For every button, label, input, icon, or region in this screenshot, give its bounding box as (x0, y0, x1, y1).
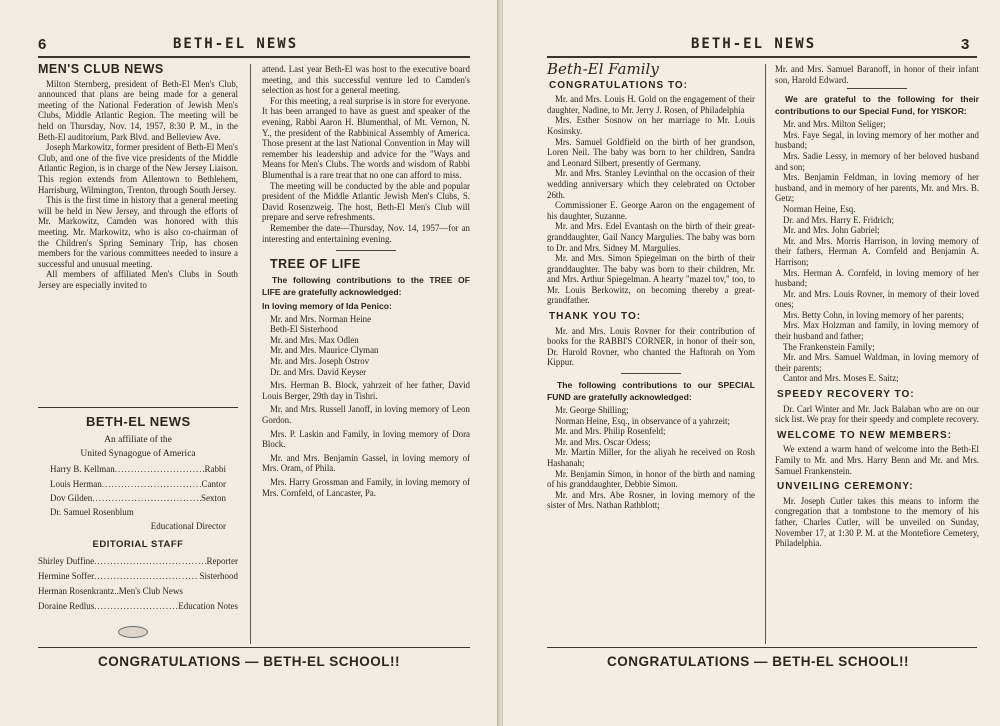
paragraph: Dr. and Mrs. Harry E. Fridrich; (783, 214, 894, 225)
footer-rule (38, 647, 470, 648)
right-page (503, 0, 1000, 726)
section-divider (621, 373, 681, 374)
paragraph: Mr. and Mrs. John Gabriel; (783, 225, 880, 236)
paragraph: The meeting will be conducted by the able and popular president of the Middle Atlantic Jewish Men's Clubs, S. David Rosenzweig. The host, Beth-El Men's Club will prepare and serve refreshments. (262, 180, 470, 223)
staff-row: Shirley Duffine ..... Reporter (38, 554, 238, 569)
section-divider (847, 88, 907, 89)
list-item: Mr. and Mrs. Joseph Ostrov (270, 356, 370, 367)
family-column (547, 60, 755, 511)
paragraph: Mr. and Mrs. Philip Rosenfeld; (555, 426, 666, 437)
affiliate-org: United Synagogue of America (80, 449, 196, 459)
paragraph: Mrs. Benjamin Feldman, in loving memory of her husband, and in memory of her parents, Mr. and Mrs. B. Getz; (775, 172, 979, 204)
paragraph: Mrs. P. Laskin and Family, in loving memory of Dora Block. (262, 428, 470, 450)
list-item: Mr. and Mrs. Max Odlen (270, 334, 359, 345)
mens-club-continued (262, 64, 470, 498)
masthead-rule (38, 407, 238, 408)
paragraph: Mr. and Mrs. Benjamin Gassel, in loving memory of Mrs. Oram, of Phila. (262, 452, 470, 474)
staff-row: Doraine Redlus ..... Education Notes (38, 599, 238, 614)
paragraph: Mrs. Esther Sosnow on her marriage to Mr. Louis Kosinsky. (547, 115, 755, 136)
paragraph: Mr. and Mrs. Samuel Baranoff, in honor of their infant son, Harold Edward. (775, 64, 979, 85)
clergy-row: Louis Herman ..... Cantor (50, 477, 226, 491)
paragraph: Mr. and Mrs. Milton Seliger; (783, 119, 886, 130)
header-rule (38, 56, 470, 58)
unveiling-title: UNVEILING CEREMONY: (777, 481, 914, 493)
paragraph: Mr. and Mrs. Louis Rovner, in memory of their loved ones; (775, 288, 979, 310)
tree-of-life-intro: The following contributions to the TREE OF LIFE are gratefully acknowledged: (262, 274, 470, 297)
paragraph: Mrs. Max Holzman and family, in loving memory of their husband and father; (775, 320, 979, 342)
yiskor-intro: We are grateful to the following for their contributions to our Special Fund, for YISKOR: (775, 94, 979, 117)
paragraph: Mr. Joseph Cutler takes this means to inform the congregation that a tombstone to the memory of his father, Charles Cutler, will be unveiled on Sunday, November 17, at 1:30 P. M. at the Montefiore Cemetery, Philadelphia. (775, 495, 979, 549)
yiskor-column (775, 64, 979, 549)
page-number: 3 (961, 36, 970, 53)
masthead-title: BETH-EL NEWS (86, 414, 191, 429)
paragraph: We extend a warm hand of welcome into the Beth-El Family to Mr. and Mrs. Harry Benn and Mr. and Mrs. Samuel Frankenstein. (775, 444, 979, 476)
paragraph: Mr. and Mrs. Simon Spiegelman on the birth of their granddaughter. The baby was born to their children, Mr. and Mrs. Arthur Spiegelman. A hearty "mazel tov," too, to Mr. Louis Berkowitz, on becoming thereby a great-grandfather. (547, 253, 755, 306)
paragraph: Mr. and Mrs. Oscar Odess; (555, 436, 651, 447)
masthead (38, 414, 238, 614)
column-divider (765, 64, 766, 644)
paragraph: Mr. and Mrs. Morris Harrison, in loving memory of their fathers, Herman A. Cornfeld and Benjamin A. Harrison; (775, 235, 979, 267)
paragraph: Mrs. Herman B. Block, yahrzeit of her father, David Louis Berger, 29th day in Tishri. (262, 380, 470, 401)
paragraph: Milton Sternberg, president of Beth-El Men's Club, announced that plans are being made for a general meeting of the National Federation of Jewish Men's Clubs, Middle Atlantic Region. The meeting will be held on Thursday, Nov. 14, 1957, 8:30 P. M., in the Beth-El auditorium, Park Blvd. and Belleview Ave. (38, 78, 238, 142)
paragraph: Mrs. Betty Cohn, in loving memory of her parents; (783, 309, 964, 320)
staff-row: Herman Rosenkrantz.. Men's Club News (38, 586, 183, 596)
list-item: Beth-El Sisterhood (270, 324, 338, 335)
paragraph: Mr. Martin Miller, for the aliyah he received on Rosh Hashanah; (547, 447, 755, 468)
paragraph: The Frankenstein Family; (783, 341, 875, 352)
footer-banner: CONGRATULATIONS — BETH-EL SCHOOL!! (98, 654, 400, 669)
footer-rule (547, 647, 977, 648)
header-rule (547, 56, 977, 58)
section-divider (336, 250, 396, 251)
paragraph: Commissioner E. George Aaron on the engagement of his daughter, Suzanne. (547, 200, 755, 221)
affiliate-line: An affiliate of the (104, 435, 172, 445)
tree-of-life-title: TREE OF LIFE (270, 257, 361, 272)
paragraph: Norman Heine, Esq., in observance of a yahrzeit; (555, 415, 730, 426)
paragraph: All members of affiliated Men's Clubs in South Jersey are especially invited to (38, 269, 238, 290)
footer-banner: CONGRATULATIONS — BETH-EL SCHOOL!! (607, 654, 909, 669)
paragraph: Mrs. Harry Grossman and Family, in loving memory of Mrs. Cornfeld, of Lancaster, Pa. (262, 477, 470, 498)
left-page (0, 0, 497, 726)
congratulations-title: CONGRATULATIONS TO: (549, 79, 688, 91)
paragraph: Mr. and Mrs. Louis Rovner for their contribution of books for the RABBI'S CORNER, in honor of their son, Dr. Harold Rovner, who chanted the Haftorah on Yom Kippur. (547, 325, 755, 368)
paragraph: Mr. Benjamin Simon, in honor of the birth and naming of his granddaughter, Debbie Simon. (547, 468, 755, 490)
clergy-row: Harry B. Kellman ..... Rabbi (50, 461, 226, 477)
paragraph: Mr. and Mrs. Edel Evantash on the birth of their great-granddaughter, Gail Nancy Margulies. The baby was born to Dr. and Mrs. Sidney M. Margulies. (547, 221, 755, 253)
paragraph: Joseph Markowitz, former president of Beth-El Men's Club, and one of the five vice presidents of the Middle Atlantic Region, is in charge of the New Jersey Liaison. This region extends from Allentown to Bethlehem, Harrisburg, Wilmington, Trenton, through South Jersey. (38, 142, 238, 195)
family-title: Beth-El Family (547, 60, 659, 78)
paragraph: Remember the date—Thursday, Nov. 14, 1957—for an interesting and entertaining evening. (262, 222, 470, 244)
running-head: BETH-EL NEWS (691, 36, 817, 52)
paragraph: Dr. Carl Winter and Mr. Jack Balaban who are on our sick list. We pray for their speedy and complete recovery. (775, 403, 979, 425)
thank-you-title: THANK YOU TO: (549, 311, 642, 323)
paragraph: Mr. and Mrs. Louis H. Gold on the engagement of their daughter, Nadine, to Mr. Jerry J. Rosen, of Philadelphia (547, 94, 755, 115)
page-number: 6 (38, 36, 47, 53)
list-item: Dr. and Mrs. David Keyser (270, 366, 367, 377)
memory-line: In loving memory of Ida Penico: (262, 300, 392, 311)
welcome-title: WELCOME TO NEW MEMBERS: (777, 429, 953, 441)
paragraph: Mr. and Mrs. Russell Janoff, in loving memory of Leon Gordon. (262, 404, 470, 426)
paragraph: Cantor and Mrs. Moses E. Saitz; (783, 373, 899, 384)
paragraph: Mr. and Mrs. Stanley Levinthal on the occasion of their wedding anniversary which they celebrated on October 26th. (547, 168, 755, 200)
paragraph: For this meeting, a real surprise is in store for everyone. It has been arranged to have as guest and speaker of the evening, Rabbi Aaron H. Blumenthal, of Mt. Vernon, N. Y., the president of the Rabbinical Assembly of America. Those present at the last National Convention in May will remember his leadership and advice for the "Ways and Means for Men's Clubs. The words and wisdom of Rabbi Blumenthal is a rare treat that no one can afford to miss. (262, 95, 470, 180)
paragraph: Mrs. Sadie Lessy, in memory of her beloved husband and son; (775, 150, 979, 172)
clergy-row: Dov Gilden ..... Sexton (50, 491, 226, 505)
mens-club-column (38, 64, 238, 290)
director-name: Dr. Samuel Rosenblum (50, 507, 134, 517)
director-role: Educational Director (150, 521, 226, 531)
running-head: BETH-EL NEWS (173, 36, 299, 52)
list-item: Mr. and Mrs. Maurice Clyman (270, 345, 379, 356)
staff-row: Hermine Soffer ..... Sisterhood (38, 569, 238, 584)
ornament-icon (118, 626, 148, 638)
paragraph: Mr. George Shilling; (555, 405, 629, 416)
list-item: Mr. and Mrs. Norman Heine (270, 313, 372, 324)
column-divider (250, 64, 251, 644)
mens-club-title: MEN'S CLUB NEWS (38, 62, 164, 76)
donor-list (262, 314, 470, 378)
editorial-staff-title: EDITORIAL STAFF (92, 539, 184, 550)
paragraph: Mr. and Mrs. Abe Rosner, in loving memory of the sister of Mrs. Nathan Rathblott; (547, 489, 755, 511)
paragraph: Mrs. Samuel Goldfield on the birth of her grandson, Loren Neil. The baby was born to her children, Sandra and Leonard Silbert, presently of Germany. (547, 136, 755, 168)
paragraph: Mr. and Mrs. Samuel Waldman, in loving memory of their parents; (775, 352, 979, 373)
paragraph: attend. Last year Beth-El was host to the executive board meeting, and this successful venture led to Camden's selection as host for a general meeting. (262, 64, 470, 96)
paragraph: Norman Heine, Esq. (783, 203, 856, 214)
speedy-recovery-title: SPEEDY RECOVERY TO: (777, 389, 915, 401)
paragraph: Mrs. Faye Segal, in loving memory of her mother and husband; (775, 129, 979, 151)
paragraph: This is the first time in history that a general meeting will be held in New Jersey, and through the efforts of Mr. Markowitz, Camden was honored with this meeting. Mr. Markowitz, who is also co-chairman of the Children's Spring Seminary Trip, has chosen members for the various committees needed to insure a successful and unusual meeting. (38, 195, 238, 269)
special-fund-intro: The following contributions to our SPECIAL FUND are gratefully acknowledged: (547, 380, 755, 403)
paragraph: Mrs. Herman A. Cornfeld, in loving memory of her husband; (775, 267, 979, 289)
